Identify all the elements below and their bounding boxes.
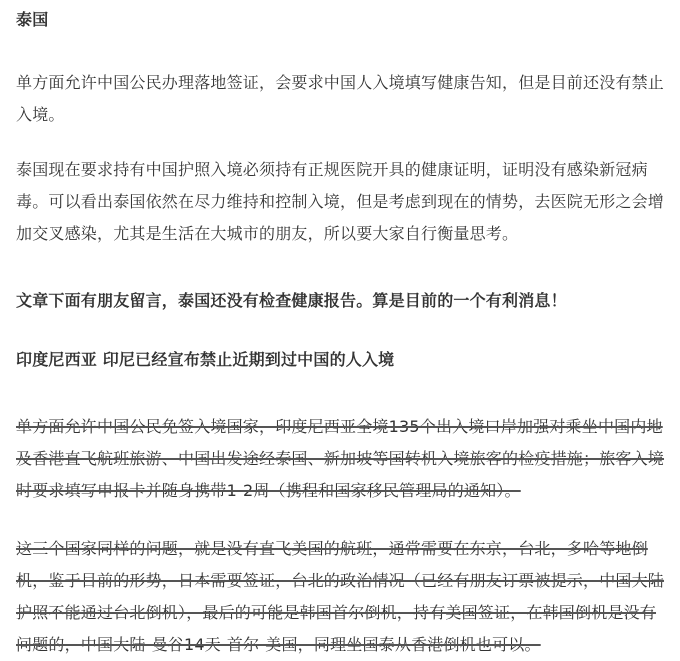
indonesia-paragraph-struck: 单方面允许中国公民免签入境国家，印度尼西亚全境135个出入境口岸加强对乘坐中国内地及香港直飞航班旅游、中国出发途经泰国、新加坡等国转机入境旅客的检疫措施；旅客入境时要求填写申报卡并随身携带1-2周（携程和国家移民管理局的通知）。 — [16, 417, 665, 500]
thailand-update-note: 文章下面有朋友留言，泰国还没有检查健康报告。算是目前的一个有利消息！ — [16, 291, 567, 310]
article — [0, 4, 680, 654]
thailand-heading: 泰国 — [16, 10, 49, 29]
thailand-visa-paragraph: 单方面允许中国公民办理落地签证，会要求中国人入境填写健康告知，但是目前还没有禁止入境。 — [16, 73, 665, 124]
thailand-health-paragraph: 泰国现在要求持有中国护照入境必须持有正规医院开具的健康证明，证明没有感染新冠病毒。可以看出泰国依然在尽力维持和控制入境，但是考虑到现在的情势，去医院无形之会增加交叉感染，尤其是生活在大城市的朋友，所以要大家自行衡量思考。 — [16, 160, 665, 243]
indonesia-heading: 印度尼西亚 印尼已经宣布禁止近期到过中国的人入境 — [16, 350, 395, 369]
transit-paragraph-struck: 这三个国家同样的问题，就是没有直飞美国的航班，通常需要在东京，台北，多哈等地倒机，鉴于目前的形势，日本需要签证，台北的政治情况（已经有朋友订票被提示，中国大陆护照不能通过台北倒机），最后的可能是韩国首尔倒机，持有美国签证，在韩国倒机是没有问题的，中国大陆-曼谷14天-首尔-美国，同理坐国泰从香港倒机也可以。 — [16, 539, 665, 654]
